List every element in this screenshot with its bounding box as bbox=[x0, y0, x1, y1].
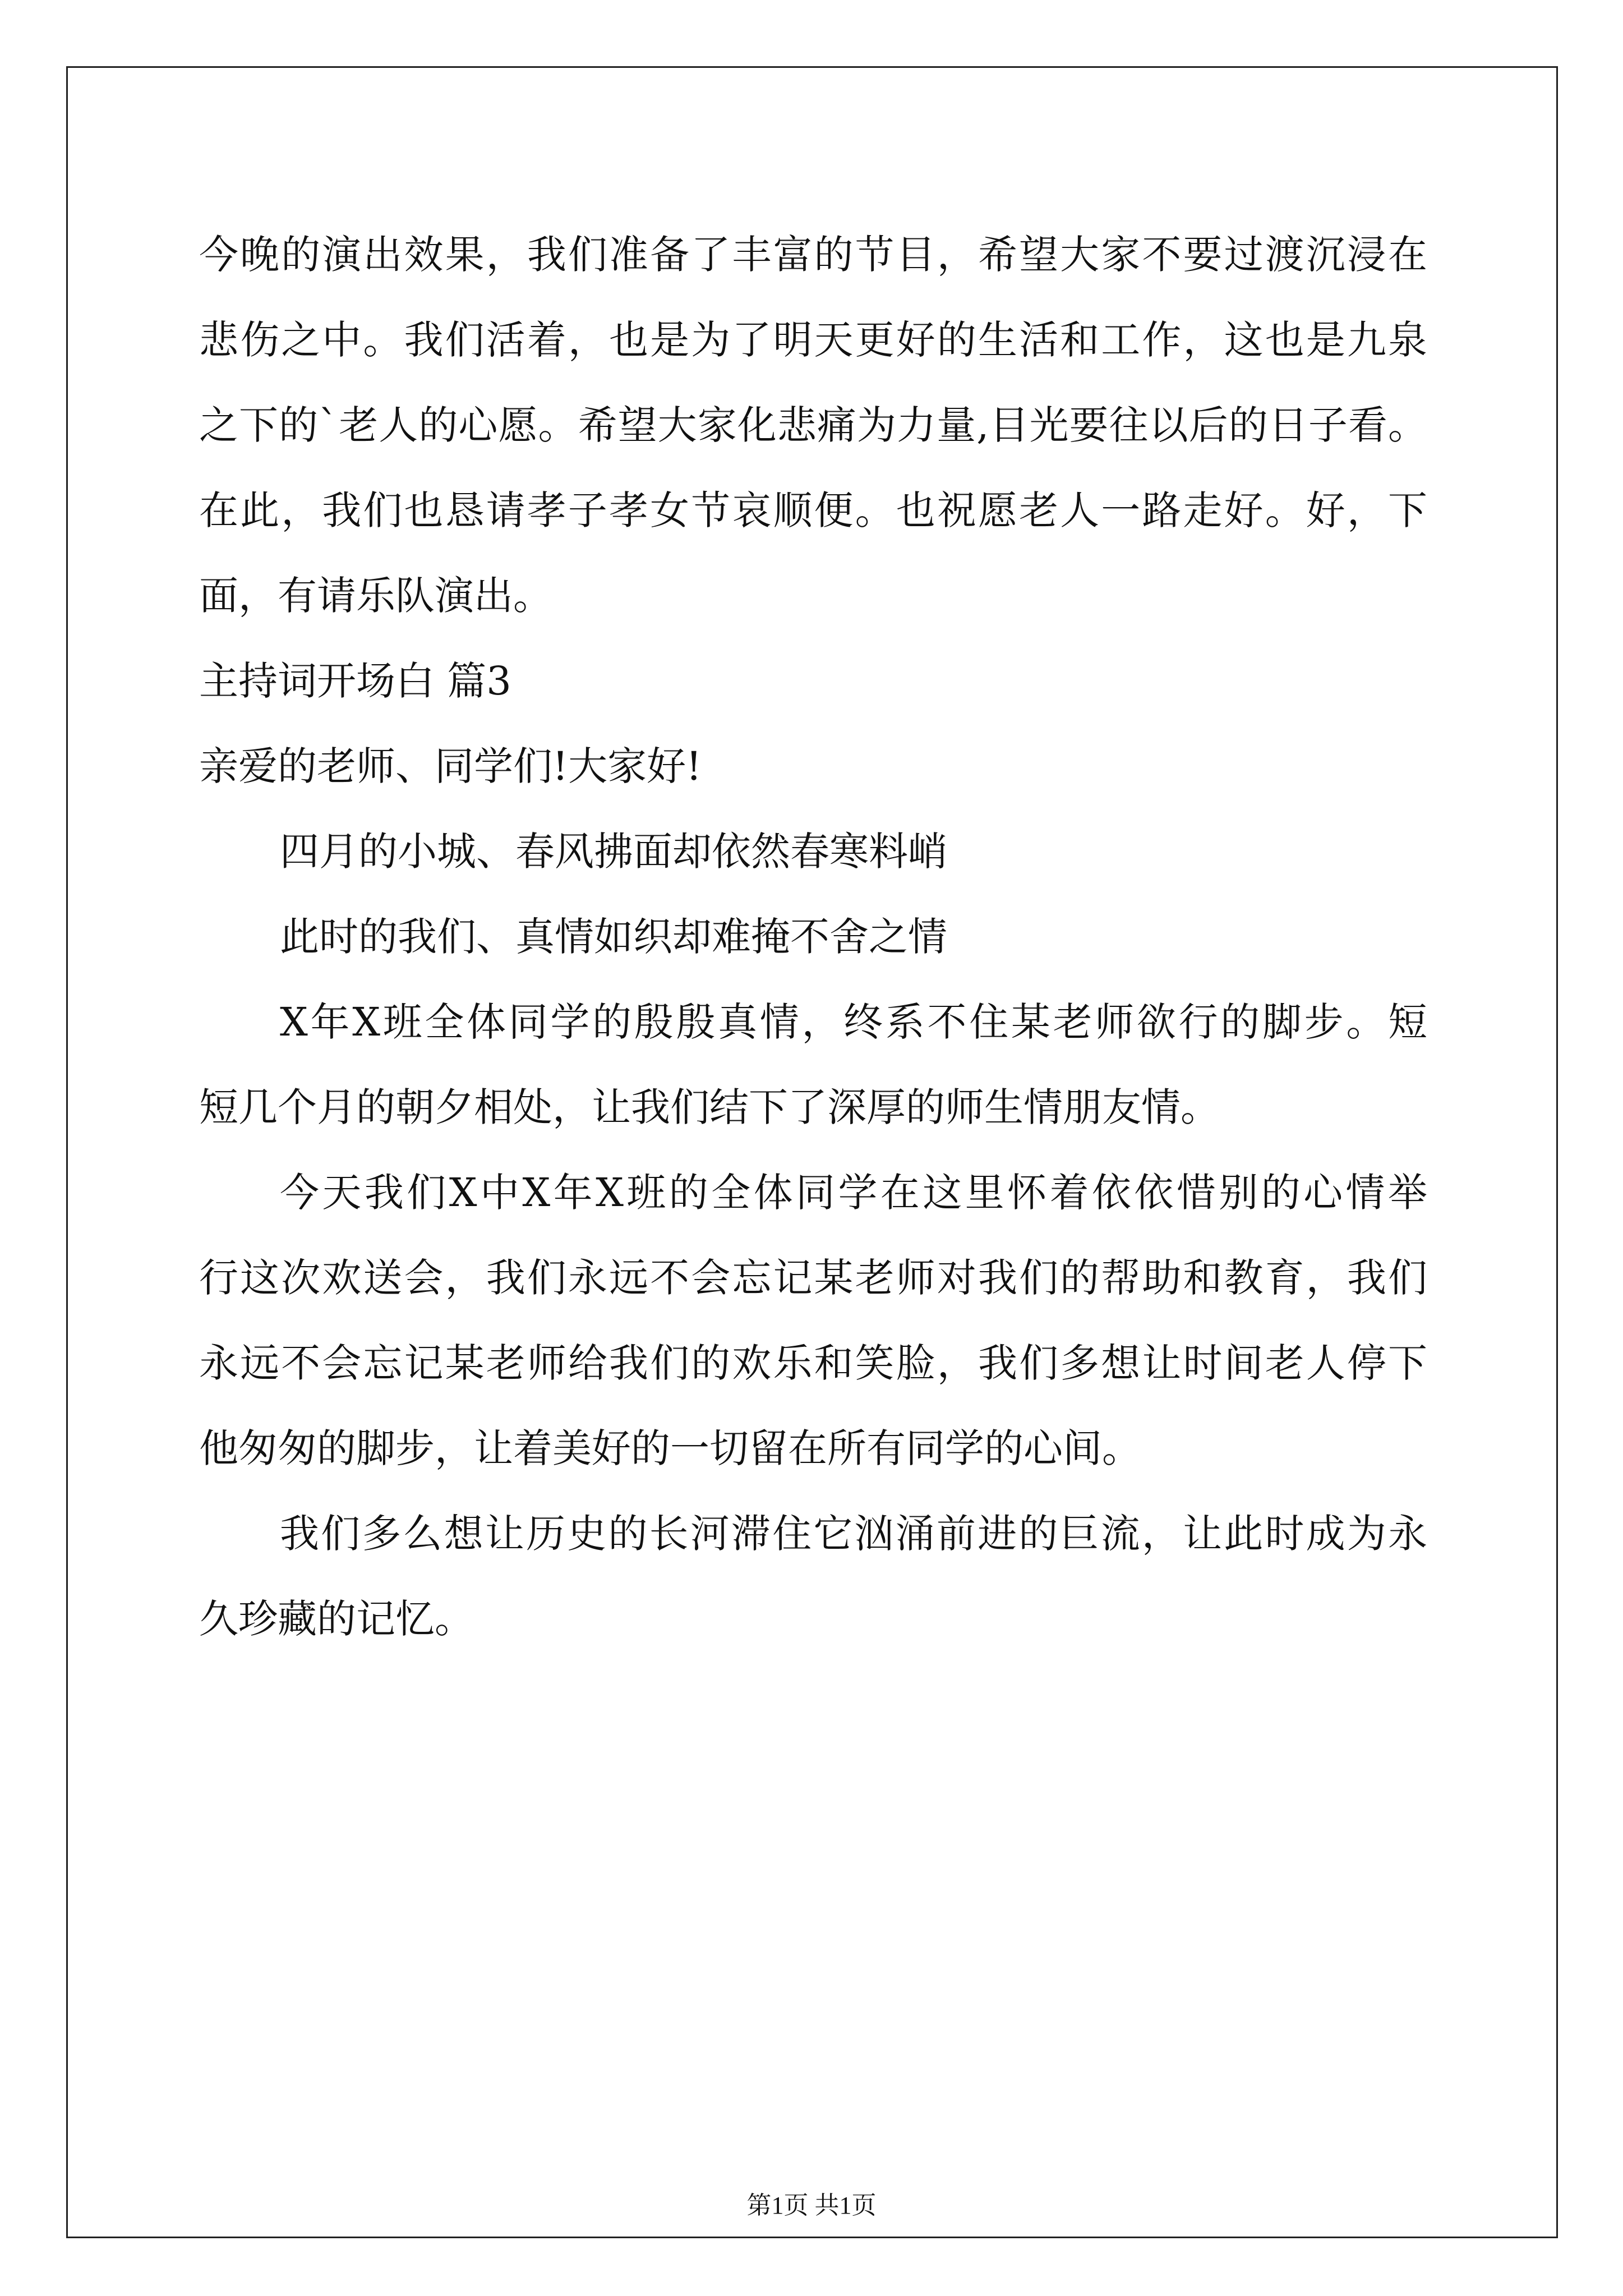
paragraph-line: 今晚的演出效果，我们准备了丰富的节目，希望大家不要过渡沉浸在 bbox=[199, 232, 1427, 278]
page-footer: 第1页 共1页 bbox=[746, 2192, 877, 2219]
paragraph-line: 行这次欢送会，我们永远不会忘记某老师对我们的帮助和教育，我们 bbox=[199, 1255, 1427, 1301]
paragraph-line: 四月的小城、春风拂面却依然春寒料峭 bbox=[280, 829, 947, 875]
paragraph-line: 久珍藏的记忆。 bbox=[199, 1596, 474, 1642]
paragraph-line: 他匆匆的脚步，让着美好的一切留在所有同学的心间。 bbox=[199, 1425, 1141, 1471]
paragraph-line: 之下的`老人的心愿。希望大家化悲痛为力量,目光要往以后的日子看。 bbox=[199, 402, 1427, 448]
paragraph-line: 永远不会忘记某老师给我们的欢乐和笑脸，我们多想让时间老人停下 bbox=[199, 1340, 1427, 1386]
paragraph-line: X年X班全体同学的殷殷真情，终系不住某老师欲行的脚步。短 bbox=[280, 999, 1427, 1045]
paragraph-line: 今天我们X中X年X班的全体同学在这里怀着依依惜别的心情举 bbox=[280, 1170, 1427, 1216]
document-body bbox=[199, 212, 1427, 1662]
paragraph-line: 短几个月的朝夕相处，让我们结下了深厚的师生情朋友情。 bbox=[199, 1084, 1220, 1130]
paragraph-line: 我们多么想让历史的长河滞住它汹涌前进的巨流，让此时成为永 bbox=[280, 1511, 1427, 1557]
paragraph-line: 在此，我们也恳请孝子孝女节哀顺便。也祝愿老人一路走好。好，下 bbox=[199, 487, 1427, 533]
section-heading: 主持词开场白 篇3 bbox=[199, 658, 511, 704]
paragraph-line: 面，有请乐队演出。 bbox=[199, 573, 552, 619]
paragraph-line: 此时的我们、真情如织却难掩不舍之情 bbox=[280, 914, 947, 960]
paragraph-line: 悲伤之中。我们活着，也是为了明天更好的生活和工作，这也是九泉 bbox=[199, 317, 1427, 363]
greeting-line: 亲爱的老师、同学们!大家好! bbox=[199, 743, 702, 789]
